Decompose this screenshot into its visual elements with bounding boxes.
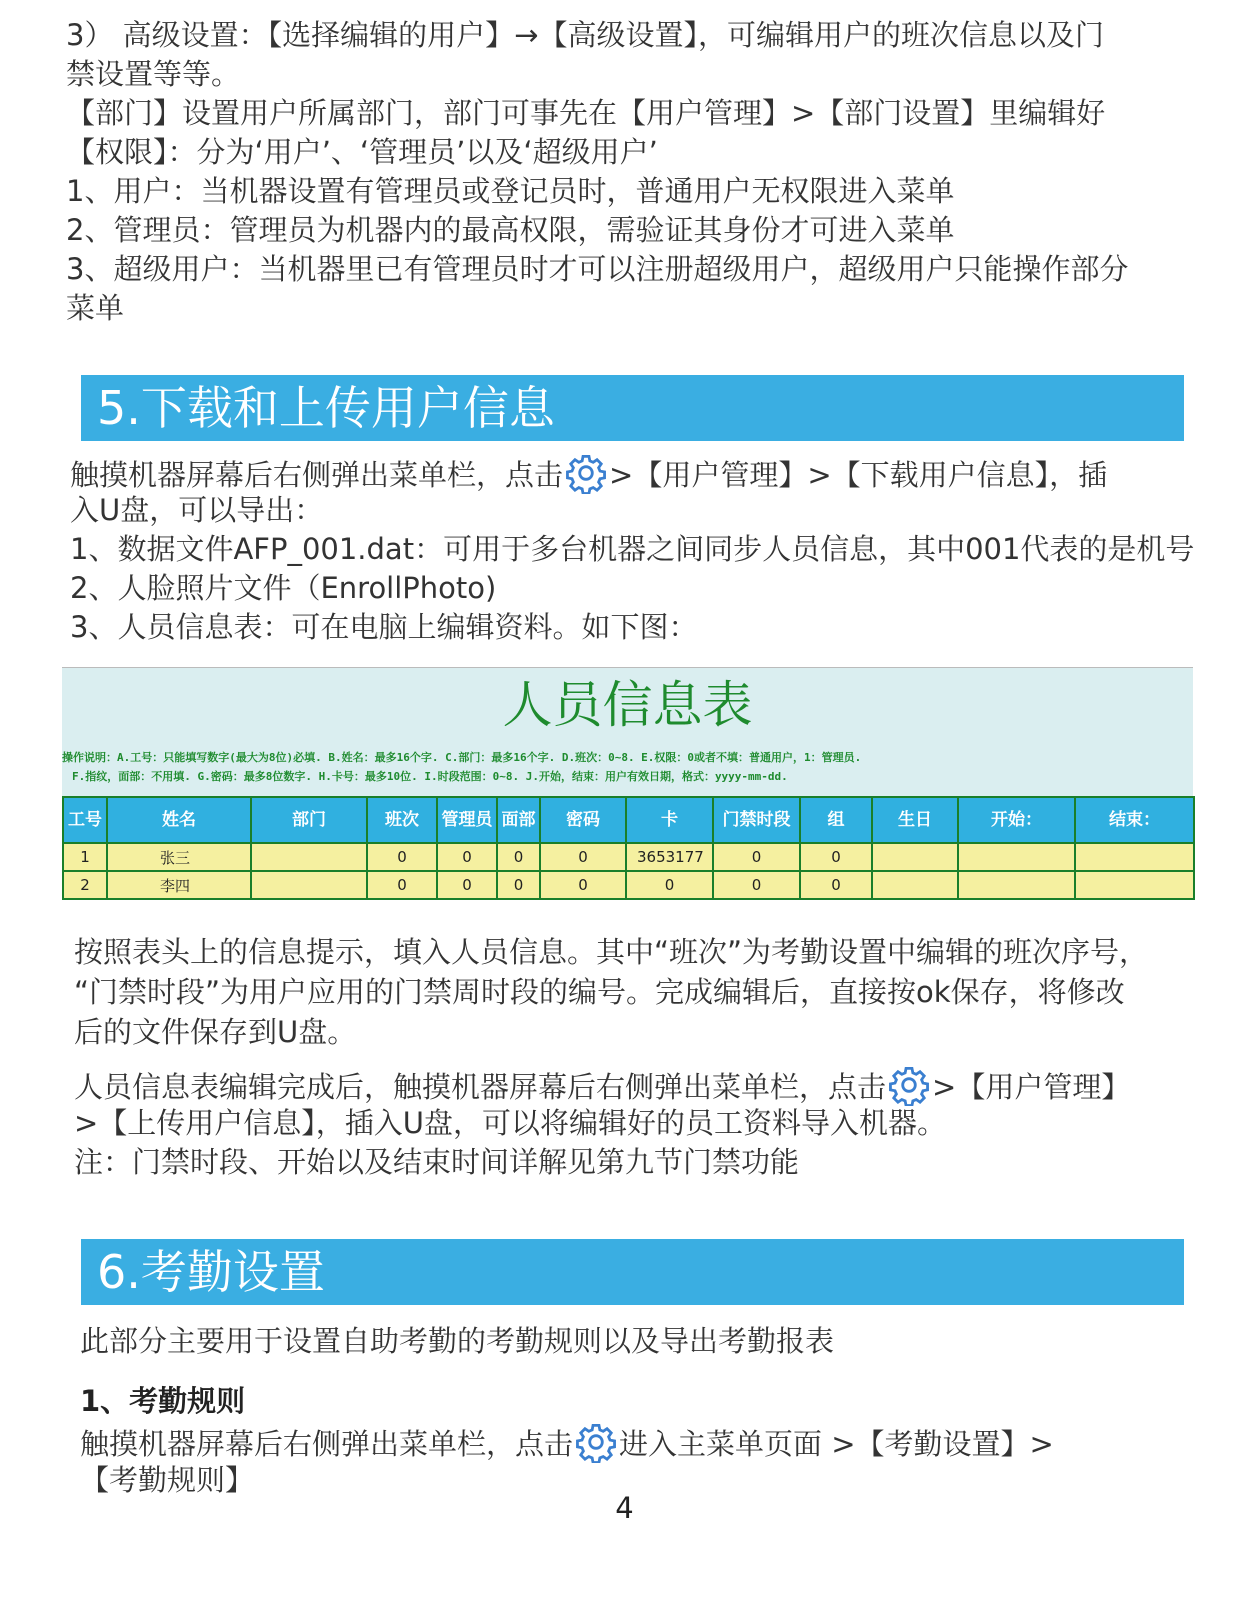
table-cell: 0 xyxy=(540,843,626,871)
table-cell: 0 xyxy=(437,843,497,871)
table-cell xyxy=(1075,843,1194,871)
table-cell: 0 xyxy=(437,871,497,899)
table-cell: 李四 xyxy=(107,871,251,899)
personnel-sheet-image xyxy=(62,667,1193,898)
section5-paragraph: 后的文件保存到U盘。 xyxy=(74,1015,357,1049)
text: 人员信息表编辑完成后，触摸机器屏幕后右侧弹出菜单栏，点击 xyxy=(74,1070,887,1104)
column-header: 部门 xyxy=(251,797,367,843)
table-cell: 0 xyxy=(367,871,437,899)
section-heading: 5.下载和上传用户信息 xyxy=(81,375,1184,441)
column-header: 开始： xyxy=(958,797,1075,843)
section5-paragraph xyxy=(74,1064,1130,1107)
table-header-row xyxy=(63,797,1194,843)
table-cell: 0 xyxy=(713,843,800,871)
intro-line: 2、管理员：管理员为机器内的最高权限，需验证其身份才可进入菜单 xyxy=(66,213,955,247)
table-cell xyxy=(872,843,958,871)
section5-paragraph: >【上传用户信息】，插入U盘，可以将编辑好的员工资料导入机器。 xyxy=(74,1106,947,1140)
table-cell: 0 xyxy=(367,843,437,871)
intro-line: 【权限】：分为‘用户’、‘管理员’以及‘超级用户’ xyxy=(66,135,658,169)
intro-line: 3、超级用户：当机器里已有管理员时才可以注册超级用户，超级用户只能操作部分 xyxy=(66,252,1129,286)
intro-line: 1、用户：当机器设置有管理员或登记员时，普通用户无权限进入菜单 xyxy=(66,174,955,208)
table-row xyxy=(63,843,1194,871)
table-cell: 0 xyxy=(540,871,626,899)
column-header: 密码 xyxy=(540,797,626,843)
table-cell: 张三 xyxy=(107,843,251,871)
text: >【用户管理】>【下载用户信息】，插 xyxy=(609,458,1108,492)
table-cell: 0 xyxy=(713,871,800,899)
table-row xyxy=(63,871,1194,899)
section6-paragraph: 【考勤规则】 xyxy=(80,1463,255,1497)
section5-list-item: 2、人脸照片文件（EnrollPhoto) xyxy=(70,571,497,605)
table-cell xyxy=(958,843,1075,871)
table-cell: 0 xyxy=(626,871,713,899)
intro-line: 禁设置等等。 xyxy=(66,57,241,91)
personnel-table xyxy=(62,796,1195,900)
page-number: 4 xyxy=(615,1491,634,1525)
section5-paragraph: 入U盘，可以导出： xyxy=(70,493,324,527)
table-cell: 0 xyxy=(800,843,872,871)
column-header: 工号 xyxy=(63,797,107,843)
section5-paragraph: 按照表头上的信息提示，填入人员信息。其中“班次”为考勤设置中编辑的班次序号， xyxy=(74,935,1149,969)
text: 触摸机器屏幕后右侧弹出菜单栏，点击 xyxy=(70,458,564,492)
text: 触摸机器屏幕后右侧弹出菜单栏，点击 xyxy=(80,1427,574,1461)
gear-icon xyxy=(575,1421,617,1463)
table-cell: 0 xyxy=(497,871,540,899)
gear-icon xyxy=(888,1064,930,1106)
table-cell xyxy=(958,871,1075,899)
table-cell xyxy=(1075,871,1194,899)
table-cell: 1 xyxy=(63,843,107,871)
sheet-instructions: 操作说明：A.工号：只能填写数字(最大为8位)必填. B.姓名：最多16个字. C.部门：最多16个字. D.班次：0~8. E.权限：0或者不填：普通用户，1：管理员. xyxy=(62,751,862,764)
intro-line: 3） 高级设置：【选择编辑的用户】→【高级设置】，可编辑用户的班次信息以及门 xyxy=(66,18,1104,52)
sheet-title: 人员信息表 xyxy=(502,676,753,734)
table-cell: 0 xyxy=(800,871,872,899)
gear-icon xyxy=(565,452,607,494)
section5-list-item: 3、人员信息表：可在电脑上编辑资料。如下图： xyxy=(70,610,698,644)
section5-paragraph: “门禁时段”为用户应用的门禁周时段的编号。完成编辑后，直接按ok保存，将修改 xyxy=(74,975,1125,1009)
table-cell xyxy=(251,843,367,871)
column-header: 门禁时段 xyxy=(713,797,800,843)
section5-list-item: 1、数据文件AFP_001.dat：可用于多台机器之间同步人员信息，其中001代表的是机号 xyxy=(70,532,1195,566)
table-cell xyxy=(872,871,958,899)
intro-line: 【部门】设置用户所属部门，部门可事先在【用户管理】>【部门设置】里编辑好 xyxy=(66,96,1106,130)
column-header: 管理员 xyxy=(437,797,497,843)
text: 进入主菜单页面 >【考勤设置】> xyxy=(619,1427,1054,1461)
column-header: 结束： xyxy=(1075,797,1194,843)
table-cell: 0 xyxy=(497,843,540,871)
table-cell: 3653177 xyxy=(626,843,713,871)
column-header: 卡 xyxy=(626,797,713,843)
column-header: 生日 xyxy=(872,797,958,843)
column-header: 班次 xyxy=(367,797,437,843)
column-header: 姓名 xyxy=(107,797,251,843)
subsection-heading: 1、考勤规则 xyxy=(80,1384,246,1418)
table-cell xyxy=(251,871,367,899)
column-header: 面部 xyxy=(497,797,540,843)
text: >【用户管理】 xyxy=(932,1070,1131,1104)
column-header: 组 xyxy=(800,797,872,843)
section6-paragraph: 此部分主要用于设置自助考勤的考勤规则以及导出考勤报表 xyxy=(80,1324,835,1358)
table-cell: 2 xyxy=(63,871,107,899)
section-heading: 6.考勤设置 xyxy=(81,1239,1184,1305)
section5-note: 注：门禁时段、开始以及结束时间详解见第九节门禁功能 xyxy=(74,1145,800,1179)
section5-paragraph xyxy=(70,452,1107,495)
sheet-instructions: F.指纹，面部：不用填. G.密码：最多8位数字. H.卡号：最多10位. I.时段范围：0~8. J.开始，结束：用户有效日期，格式：yyyy-mm-dd. xyxy=(72,770,788,783)
intro-line: 菜单 xyxy=(66,291,125,325)
section6-paragraph xyxy=(80,1421,1054,1464)
